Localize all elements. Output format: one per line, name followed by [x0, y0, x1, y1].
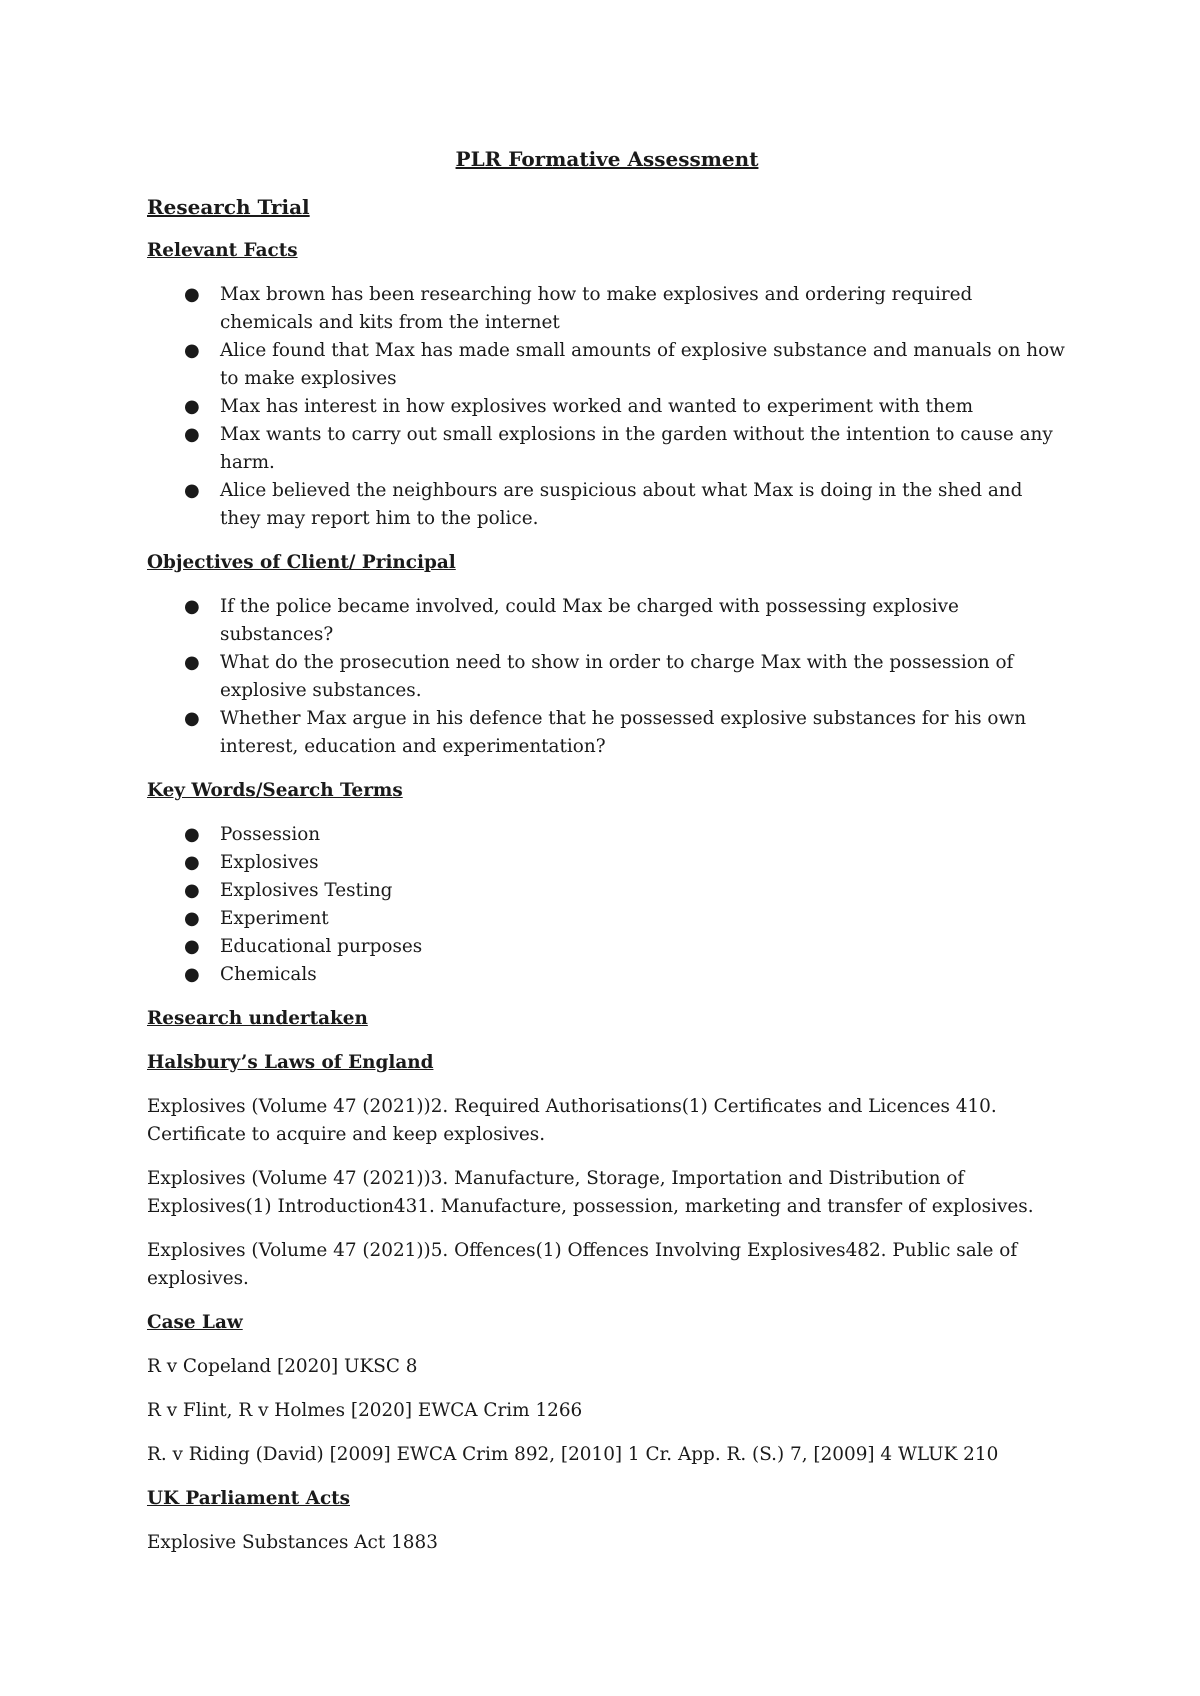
list-item-text: Possession	[220, 824, 321, 845]
list-item	[147, 593, 1067, 649]
bullet-icon: ●	[184, 852, 200, 873]
bullet-icon: ●	[184, 424, 200, 445]
bullet-icon: ●	[184, 480, 200, 501]
bullet-icon: ●	[184, 936, 200, 957]
list-item	[147, 905, 1067, 933]
objectives-list	[147, 593, 1067, 761]
list-item-text: Experiment	[220, 908, 329, 929]
research-heading: Research undertaken	[147, 1008, 368, 1029]
objectives-heading: Objectives of Client/ Principal	[147, 552, 456, 573]
bullet-icon: ●	[184, 964, 200, 985]
list-item-text: Alice believed the neighbours are suspicious about what Max is doing in the shed and they may report him to the police.	[220, 480, 1023, 529]
list-item	[147, 649, 1067, 705]
document-page	[147, 142, 1067, 1573]
bullet-icon: ●	[184, 824, 200, 845]
bullet-icon: ●	[184, 596, 200, 617]
halsbury-heading: Halsbury’s Laws of England	[147, 1052, 434, 1073]
list-item	[147, 961, 1067, 989]
list-item-text: If the police became involved, could Max be charged with possessing explosive substances?	[220, 596, 959, 645]
list-item-text: Alice found that Max has made small amounts of explosive substance and manuals on how to make explosives	[220, 340, 1065, 389]
list-item-text: Chemicals	[220, 964, 317, 985]
list-item-text: Explosives	[220, 852, 319, 873]
list-item	[147, 281, 1067, 337]
bullet-icon: ●	[184, 340, 200, 361]
case-law-heading: Case Law	[147, 1312, 243, 1333]
list-item-text: Max wants to carry out small explosions in the garden without the intention to cause any harm.	[220, 424, 1053, 473]
list-item	[147, 933, 1067, 961]
halsbury-paragraph: Explosives (Volume 47 (2021))5. Offences(1) Offences Involving Explosives482. Public sale of explosives.	[147, 1240, 1018, 1289]
act-citation: Explosive Substances Act 1883	[147, 1532, 438, 1553]
list-item-text: Educational purposes	[220, 936, 423, 957]
case-citation: R v Copeland [2020] UKSC 8	[147, 1356, 418, 1377]
list-item-text: Max brown has been researching how to make explosives and ordering required chemicals and kits from the internet	[220, 284, 973, 333]
bullet-icon: ●	[184, 284, 200, 305]
list-item	[147, 821, 1067, 849]
halsbury-paragraph: Explosives (Volume 47 (2021))2. Required Authorisations(1) Certificates and Licences 410. Certificate to acquire and keep explosives.	[147, 1096, 997, 1145]
list-item-text: Whether Max argue in his defence that he possessed explosive substances for his own interest, education and experimentation?	[220, 708, 1027, 757]
case-citation: R. v Riding (David) [2009] EWCA Crim 892, [2010] 1 Cr. App. R. (S.) 7, [2009] 4 WLUK 210	[147, 1444, 999, 1465]
halsbury-paragraph: Explosives (Volume 47 (2021))3. Manufacture, Storage, Importation and Distribution of Explosives(1) Introduction431. Manufacture, possession, marketing and transfer of explosives.	[147, 1168, 1034, 1217]
list-item-text: What do the prosecution need to show in order to charge Max with the possession of explosive substances.	[220, 652, 1014, 701]
document-title: PLR Formative Assessment	[455, 147, 759, 171]
list-item	[147, 705, 1067, 761]
bullet-icon: ●	[184, 652, 200, 673]
relevant-facts-heading: Relevant Facts	[147, 240, 298, 261]
bullet-icon: ●	[184, 396, 200, 417]
list-item	[147, 421, 1067, 477]
list-item	[147, 477, 1067, 533]
bullet-icon: ●	[184, 708, 200, 729]
list-item-text: Max has interest in how explosives worked and wanted to experiment with them	[220, 396, 974, 417]
list-item	[147, 877, 1067, 905]
list-item-text: Explosives Testing	[220, 880, 393, 901]
acts-heading: UK Parliament Acts	[147, 1488, 350, 1509]
relevant-facts-list	[147, 281, 1067, 533]
keywords-heading: Key Words/Search Terms	[147, 780, 403, 801]
list-item	[147, 849, 1067, 877]
bullet-icon: ●	[184, 908, 200, 929]
case-citation: R v Flint, R v Holmes [2020] EWCA Crim 1266	[147, 1400, 583, 1421]
bullet-icon: ●	[184, 880, 200, 901]
list-item	[147, 393, 1067, 421]
section-title: Research Trial	[147, 195, 310, 219]
keywords-list	[147, 821, 1067, 989]
list-item	[147, 337, 1067, 393]
